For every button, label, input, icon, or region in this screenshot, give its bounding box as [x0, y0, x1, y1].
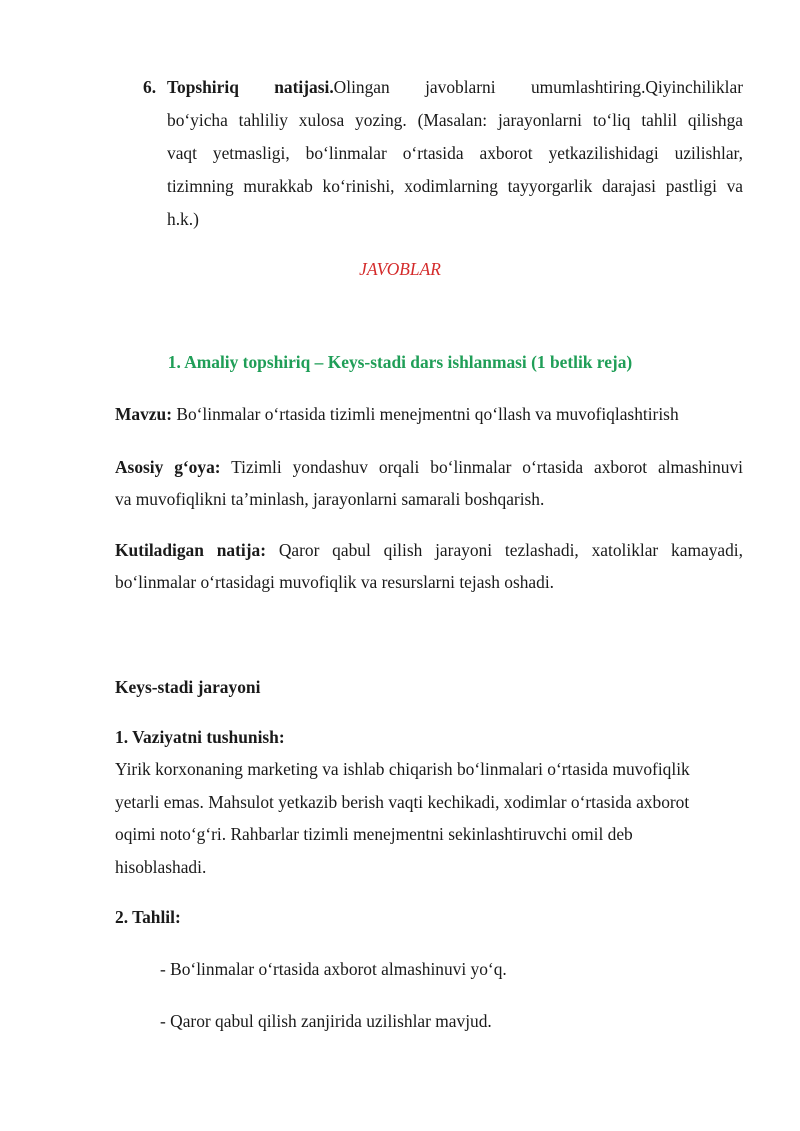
- task6-line-3: vaqt yetmasligi, bo‘linmalar o‘rtasida axborot yetkazilishidagi uzilishlar,: [167, 143, 743, 163]
- mavzu-label: Mavzu:: [115, 404, 172, 424]
- kutiladigan-line-2: bo‘linmalar o‘rtasidagi muvofiqlik va resurslarni tejash oshadi.: [115, 572, 555, 592]
- section-heading: 1. Amaliy topshiriq – Keys-stadi dars ishlanmasi (1 betlik reja): [167, 352, 633, 372]
- step1-line-4: hisoblashadi.: [115, 857, 207, 877]
- task6-title: Topshiriq natijasi.: [167, 77, 334, 97]
- kutiladigan-line-1: [115, 540, 743, 561]
- step1-line-3: oqimi noto‘g‘ri. Rahbarlar tizimli menejmentni sekinlashtiruvchi omil deb: [115, 824, 633, 844]
- step1-line-2: yetarli emas. Mahsulot yetkazib berish vaqti kechikadi, xodimlar o‘rtasida axborot: [115, 792, 690, 812]
- step1-heading: 1. Vaziyatni tushunish:: [115, 727, 285, 747]
- mavzu-paragraph: [115, 404, 679, 425]
- mavzu-text: Bo‘linmalar o‘rtasida tizimli menejmentni qo‘llash va muvofiqlashtirish: [172, 404, 679, 424]
- step2-heading: 2. Tahlil:: [115, 907, 181, 927]
- task6-line-1: [167, 77, 743, 98]
- asosiy-line-2: va muvofiqlikni ta’minlash, jarayonlarni samarali boshqarish.: [115, 489, 545, 509]
- asosiy-line-1: [115, 457, 743, 478]
- asosiy-text-1: Tizimli yondashuv orqali bo‘linmalar o‘rtasida axborot almashinuvi: [220, 457, 743, 477]
- kutiladigan-text-1: Qaror qabul qilish jarayoni tezlashadi, xatoliklar kamayadi,: [266, 540, 743, 560]
- step1-line-1: Yirik korxonaning marketing va ishlab chiqarish bo‘linmalari o‘rtasida muvofiqlik: [115, 759, 690, 779]
- list-item: - Qaror qabul qilish zanjirida uzilishlar mavjud.: [160, 1011, 492, 1031]
- kutiladigan-label: Kutiladigan natija:: [115, 540, 266, 560]
- list-item: - Bo‘linmalar o‘rtasida axborot almashinuvi yo‘q.: [160, 959, 507, 979]
- task6-line-1-text: Olingan javoblarni umumlashtiring.Qiyinchiliklar: [333, 77, 743, 97]
- keys-heading: Keys-stadi jarayoni: [115, 677, 261, 697]
- asosiy-label: Asosiy g‘oya:: [115, 457, 221, 477]
- list-number: 6.: [143, 77, 157, 97]
- task6-line-5: h.k.): [167, 209, 199, 229]
- task6-line-2: bo‘yicha tahliliy xulosa yozing. (Masalan: jarayonlarni to‘liq tahlil qilishga: [167, 110, 743, 130]
- task6-line-4: tizimning murakkab ko‘rinishi, xodimlarning tayyorgarlik darajasi pastligi va: [167, 176, 743, 196]
- answers-heading: JAVOBLAR: [359, 259, 441, 279]
